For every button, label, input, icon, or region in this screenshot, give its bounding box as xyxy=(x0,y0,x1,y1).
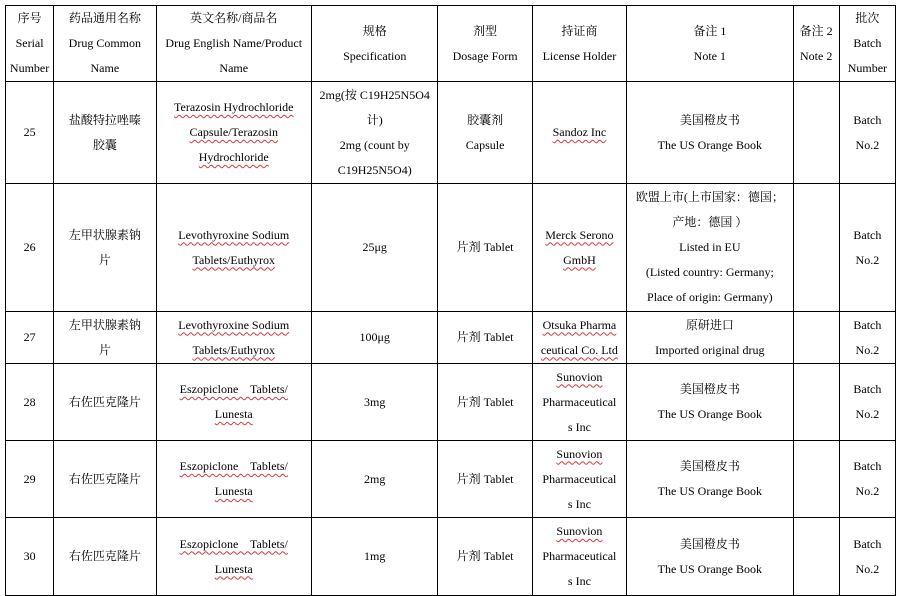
header-row xyxy=(6,6,896,82)
header-serial-number: 序号 Serial Number xyxy=(6,6,54,82)
cell-specification: 100μg xyxy=(312,312,438,364)
table-row xyxy=(6,441,896,518)
cell-serial-number: 28 xyxy=(6,364,54,441)
table-row xyxy=(6,364,896,441)
cell-drug-english-name: Levothyroxine Sodium Tablets/Euthyrox xyxy=(156,184,312,312)
cell-dosage-form: 片剂 Tablet xyxy=(438,518,532,596)
cell-specification: 25μg xyxy=(312,184,438,312)
header-batch-number: 批次 Batch Number xyxy=(839,6,895,82)
cell-license-holder: Sunovion Pharmaceutical s Inc xyxy=(532,518,626,596)
header-specification: 规格 Specification xyxy=(312,6,438,82)
cell-drug-common-name: 左甲状腺素钠 片 xyxy=(54,312,156,364)
cell-serial-number: 29 xyxy=(6,441,54,518)
cell-dosage-form: 片剂 Tablet xyxy=(438,184,532,312)
table-row xyxy=(6,518,896,596)
header-dosage-form: 剂型 Dosage Form xyxy=(438,6,532,82)
cell-license-holder: Sunovion Pharmaceutical s Inc xyxy=(532,364,626,441)
header-drug-english-name: 英文名称/商品名 Drug English Name/Product Name xyxy=(156,6,312,82)
cell-note-1: 原研进口 Imported original drug xyxy=(627,312,794,364)
cell-serial-number: 25 xyxy=(6,82,54,184)
drug-list-table xyxy=(5,5,896,596)
cell-drug-common-name: 左甲状腺素钠 片 xyxy=(54,184,156,312)
cell-batch-number: Batch No.2 xyxy=(839,82,895,184)
cell-dosage-form: 片剂 Tablet xyxy=(438,441,532,518)
cell-serial-number: 30 xyxy=(6,518,54,596)
cell-note-2 xyxy=(793,184,839,312)
cell-batch-number: Batch No.2 xyxy=(839,441,895,518)
header-note-2: 备注 2 Note 2 xyxy=(793,6,839,82)
cell-license-holder: Sunovion Pharmaceutical s Inc xyxy=(532,441,626,518)
cell-note-2 xyxy=(793,441,839,518)
cell-serial-number: 27 xyxy=(6,312,54,364)
cell-specification: 2mg xyxy=(312,441,438,518)
cell-drug-common-name: 右佐匹克隆片 xyxy=(54,364,156,441)
cell-note-2 xyxy=(793,364,839,441)
cell-note-1: 欧盟上市(上市国家：德国； 产地：德国 ） Listed in EU (Listed country: Germany; Place of origin: Germany) xyxy=(627,184,794,312)
cell-specification: 3mg xyxy=(312,364,438,441)
cell-license-holder: Merck Serono GmbH xyxy=(532,184,626,312)
cell-batch-number: Batch No.2 xyxy=(839,364,895,441)
cell-batch-number: Batch No.2 xyxy=(839,184,895,312)
cell-batch-number: Batch No.2 xyxy=(839,518,895,596)
cell-drug-english-name: Eszopiclone Tablets/ Lunesta xyxy=(156,518,312,596)
cell-drug-common-name: 盐酸特拉唑嗪 胶囊 xyxy=(54,82,156,184)
header-license-holder: 持证商 License Holder xyxy=(532,6,626,82)
cell-drug-english-name: Terazosin Hydrochloride Capsule/Terazosin Hydrochloride xyxy=(156,82,312,184)
cell-serial-number: 26 xyxy=(6,184,54,312)
table-body xyxy=(6,82,896,596)
cell-note-2 xyxy=(793,312,839,364)
cell-license-holder: Sandoz Inc xyxy=(532,82,626,184)
table-header xyxy=(6,6,896,82)
cell-dosage-form: 片剂 Tablet xyxy=(438,364,532,441)
table-row xyxy=(6,184,896,312)
cell-specification: 1mg xyxy=(312,518,438,596)
header-drug-common-name: 药品通用名称 Drug Common Name xyxy=(54,6,156,82)
cell-batch-number: Batch No.2 xyxy=(839,312,895,364)
cell-dosage-form: 胶囊剂 Capsule xyxy=(438,82,532,184)
table-row xyxy=(6,82,896,184)
cell-note-2 xyxy=(793,518,839,596)
cell-drug-english-name: Eszopiclone Tablets/ Lunesta xyxy=(156,441,312,518)
cell-drug-common-name: 右佐匹克隆片 xyxy=(54,441,156,518)
cell-drug-common-name: 右佐匹克隆片 xyxy=(54,518,156,596)
table-row xyxy=(6,312,896,364)
header-note-1: 备注 1 Note 1 xyxy=(627,6,794,82)
cell-specification: 2mg(按 C19H25N5O4 计) 2mg (count by C19H25N5O4) xyxy=(312,82,438,184)
cell-license-holder: Otsuka Pharma ceutical Co. Ltd xyxy=(532,312,626,364)
cell-drug-english-name: Eszopiclone Tablets/ Lunesta xyxy=(156,364,312,441)
cell-note-1: 美国橙皮书 The US Orange Book xyxy=(627,518,794,596)
cell-dosage-form: 片剂 Tablet xyxy=(438,312,532,364)
cell-drug-english-name: Levothyroxine Sodium Tablets/Euthyrox xyxy=(156,312,312,364)
cell-note-2 xyxy=(793,82,839,184)
cell-note-1: 美国橙皮书 The US Orange Book xyxy=(627,441,794,518)
cell-note-1: 美国橙皮书 The US Orange Book xyxy=(627,82,794,184)
cell-note-1: 美国橙皮书 The US Orange Book xyxy=(627,364,794,441)
